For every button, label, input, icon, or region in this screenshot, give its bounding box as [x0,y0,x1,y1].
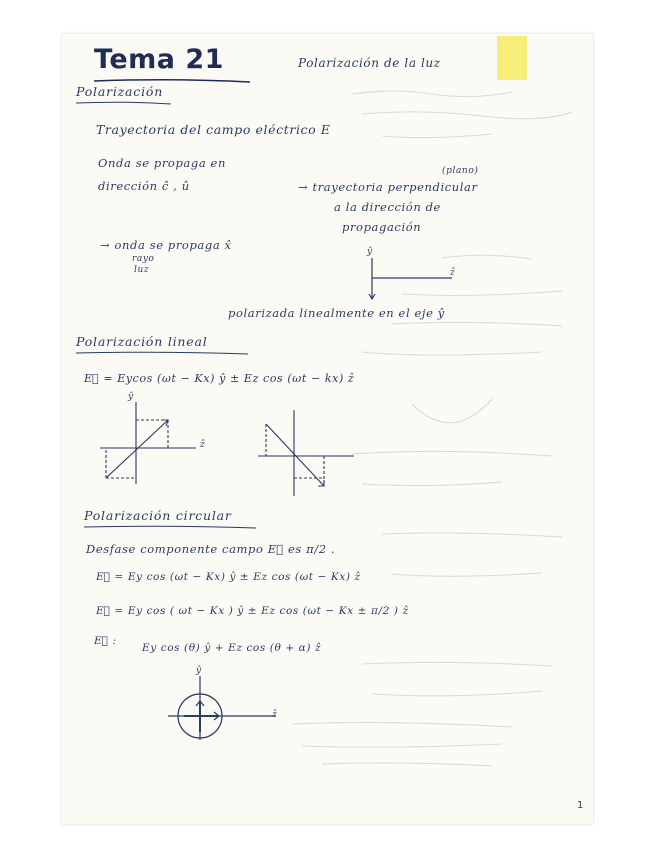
page-title: Tema 21 [94,44,224,75]
text-polarizada-linealmente: polarizada linealmente en el eje ŷ [228,306,445,320]
equation-lineal: E⃗ = Eycos (ωt − Kx) ŷ ± Ez cos (ωt − kx) ẑ [84,372,355,385]
axis-label-z: ẑ [200,440,205,450]
axis-label-z: ẑ [272,710,277,720]
text-a-la-direccion: a la dirección de [334,200,441,214]
section-heading-polarizacion: Polarización [76,84,164,99]
section-heading-lineal: Polarización lineal [76,334,208,349]
text-luz: luz [134,265,150,275]
axis-label-z: ẑ [450,268,455,278]
text-plano: (plano) [442,166,479,176]
text-desfase: Desfase componente campo E⃗ es π/2 . [86,542,336,556]
axis-label-y: ŷ [196,666,202,676]
text-trayectoria: Trayectoria del campo eléctrico E [96,122,331,137]
equation-circular-2: E⃗ = Ey cos ( ωt − Kx ) ŷ ± Ez cos (ωt − Kx ± π/2 ) ẑ [96,605,409,617]
equation-circular-3: Ey cos (θ) ŷ + Ez cos (θ + α) ẑ [142,642,322,654]
heading-underline [74,100,174,106]
sticky-note-tab [497,36,527,80]
equation-circular-1: E⃗ = Ey cos (ωt − Kx) ŷ ± Ez cos (ωt − Kx) ẑ [96,571,361,583]
diagram-circular-polarization [166,674,286,744]
diagram-linear-polarization-1 [96,398,216,488]
page-number: 1 [577,800,584,811]
heading-underline [74,350,254,356]
axis-diagram-propagation [362,254,462,304]
text-arrow-trayectoria: → trayectoria perpendicular [298,180,478,194]
heading-underline [82,524,262,530]
equation-circular-3-lhs: E⃗ : [94,635,117,647]
text-propagacion: propagación [342,220,422,234]
page-subtitle: Polarización de la luz [298,56,441,70]
section-heading-circular: Polarización circular [84,508,232,523]
text-onda-se-propaga: Onda se propaga en [98,156,226,170]
text-onda-propaga-x: → onda se propaga x̂ [100,238,232,252]
axis-label-y: ŷ [128,392,134,402]
axis-label-y: ŷ [367,247,373,257]
diagram-linear-polarization-2 [254,406,374,506]
notebook-page [62,34,593,824]
text-rayo: rayo [132,254,155,264]
text-direccion: dirección ĉ , û [98,179,190,193]
